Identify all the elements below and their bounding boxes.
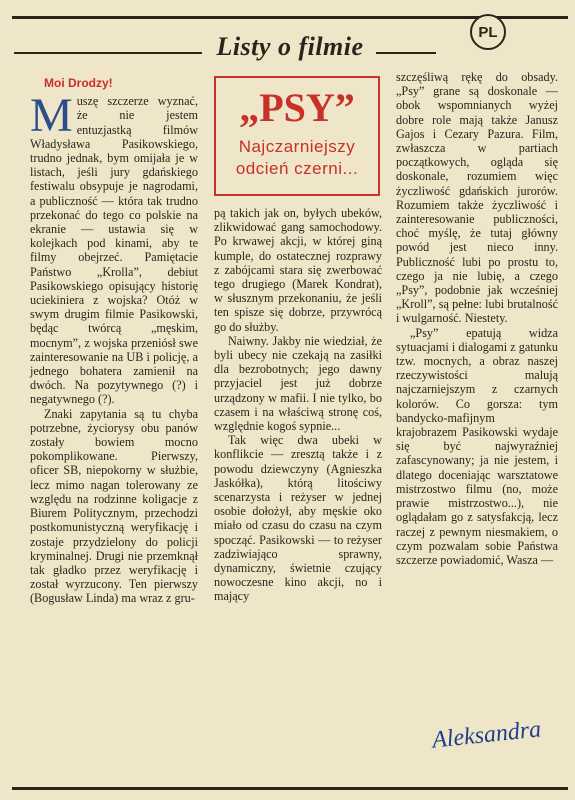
section-title: Listy o filmie <box>216 32 364 61</box>
paragraph: „Psy” epatują widza sytuacjami i dialogami z gatunku tzw. mocnych, a obraz naszej rzeczywistości malują najczarniejszym z czarnych kolorów. Co gorsza: tym bandycko-mafijnym krajobrazem Pasikowski wydaje się być najwyraźniej zafascynowany; ja nie jestem, i dlatego doceniając warsztatowe mistrzostwo filmu (no, może prawie mistrzostwo...), nie oglądałam go z satysfakcją, lecz raczej z pewnym niesmakiem, o czym pozwalam sobie Państwa szczerze powiadomić, Wasza — <box>396 325 558 567</box>
header-rule-left <box>14 52 202 54</box>
paragraph: Tak więc dwa ubeki w konflikcie — zresztą także i z powodu dziewczyny (Agnieszka Jaskółka), którą litościwy scenarzysta i reżyser w jednej osobie dołożył, aby męskie oko miało od czasu do czasu na czym spocząć. Pasikowski — to reżyser zadziwiająco sprawny, dynamiczny, świetnie czujący nowoczesne kino akcji, no i mający <box>214 433 382 604</box>
signature: Aleksandra <box>430 716 543 754</box>
paragraph <box>30 89 198 407</box>
paragraph-text: uszę szczerze wyznać, że nie jestem entuzjastką filmów Władysława Pasikowskiego, trudno jednak, bym omijała je w listach, jeśli jury gdańskiego festiwalu obsypuje je nagrodami, a publiczność — która tak trudno przekonać do tego co polskie na ekranie — ustawia się w kolejkach pod kinami, aby te filmy obejrzeć. Pamiętacie Państwo „Krolla”, debiut Pasikowskiego opisujący historię uciekiniera z wojska? Otóż w swym drugim filmie Pasikowski, będąc twórcą „męskim, mocnym”, z wojska przeniósł swe zainteresowanie na UB i policję, a jednego bohatera zamienił na dwóch. Na pozytywnego (?) i negatywnego (?). <box>30 94 198 407</box>
letter-column-1 <box>30 76 198 606</box>
salutation: Moi Drodzy! <box>44 76 113 90</box>
headline-subtitle: Najczarniejszy odcień czerni... <box>235 137 359 178</box>
pl-badge: PL <box>470 14 506 50</box>
paragraph: pą takich jak on, byłych ubeków, zlikwidować gang samochodowy. Po krwawej akcji, w której giną kumple, do ostatecznej rozprawy z zabójcami stara się zwerbować tego drugiego (Marek Kondrat), w słusznym przekonaniu, że jeśli ten spisze się dobrze, przywrócą go do służby. <box>214 206 382 334</box>
paragraph: szczęśliwą rękę do obsady. „Psy” grane są doskonale — obok wspomnianych wyżej dobre role mają także Janusz Gajos i Cezary Pazura. Film, zwłaszcza w partiach początkowych, ogląda się doskonale, rozumiem więc życzliwość gdańskich jurorów. Rozumiem także życzliwość i zainteresowanie publiczności, choć myślę, że tutaj główny powód jest nieco inny. Publiczność lubi po prostu to, czego ja nie lubię, a czego „Psy”, podobnie jak wcześniej „Kroll”, są pełne: lubi brutalność i wulgarność. Niestety. <box>396 70 558 326</box>
paragraph: Naiwny. Jakby nie wiedział, że byli ubecy nie czekają na zasiłki dla bezrobotnych; jego dawny przyjaciel jest już dobrze urządzony w mafii. I nie tylko, bo czasem i na właściwą stronę coś, względnie kogoś sypnie... <box>214 333 382 434</box>
letter-column-3 <box>396 70 558 567</box>
headline-title: „PSY” <box>239 85 355 130</box>
header-rule-right <box>376 52 436 54</box>
dropcap: M <box>30 89 73 143</box>
paragraph: Znaki zapytania są tu chyba potrzebne, życiorysy obu panów zostały bowiem mocno pokomplikowane. Pierwszy, oficer SB, niepokorny w służbie, lecz mimo nagan tolerowany ze względu na rodzinne koligacje z Biurem Politycznym, przechodzi postkomunistyczną weryfikację i zostaje przydzielony do policji kryminalnej. Drugi nie przemknął tak gładko przez weryfikację i został wyrzucony. Ten pierwszy (Bogusław Linda) ma wraz z gru- <box>30 406 198 606</box>
headline-box <box>214 76 380 196</box>
letter-column-2 <box>214 206 382 604</box>
